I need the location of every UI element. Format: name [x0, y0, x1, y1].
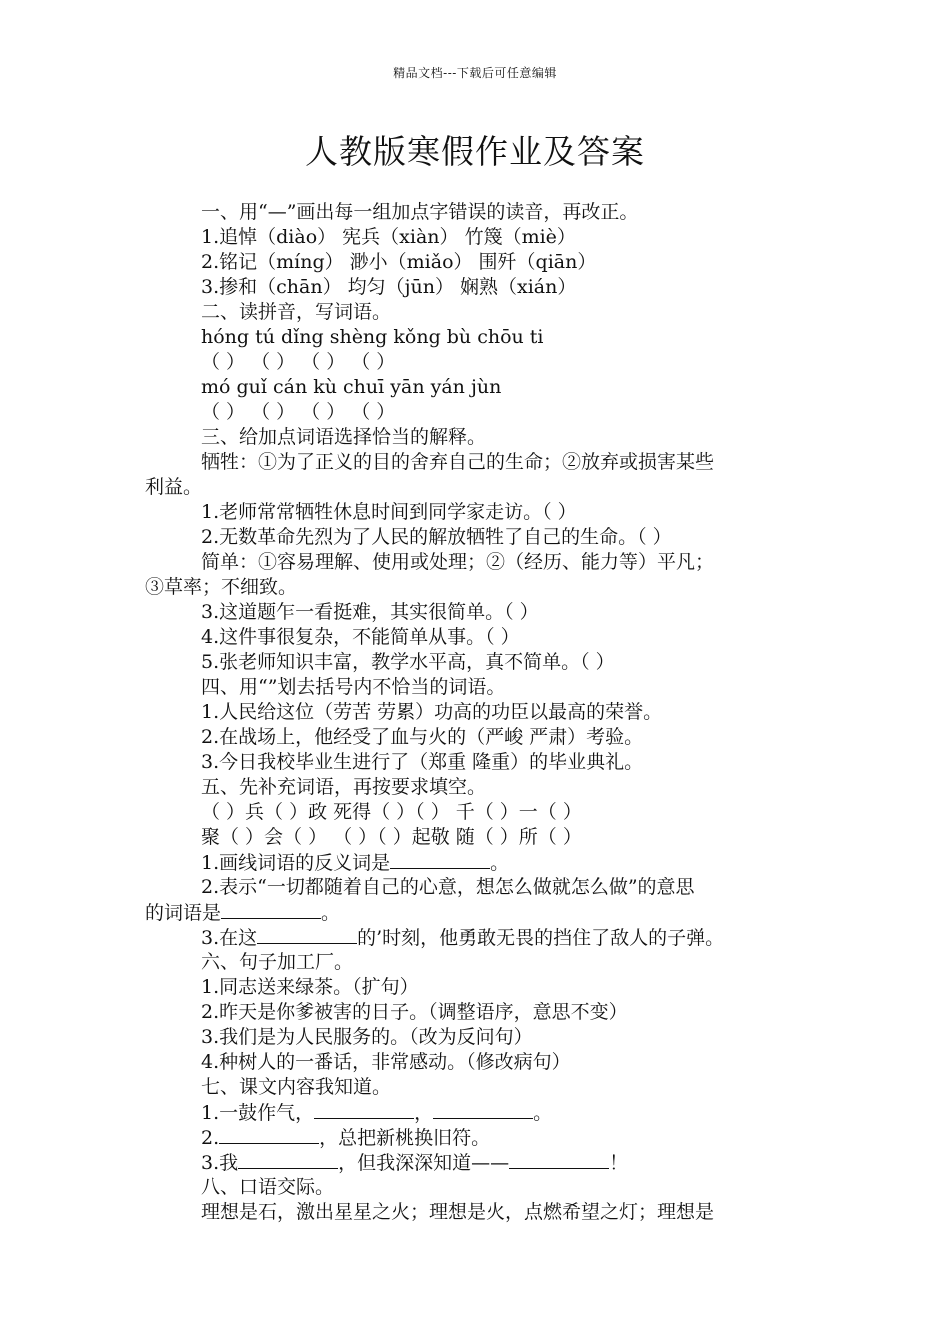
text-line: [145, 250, 810, 275]
line-text: ，: [414, 1102, 434, 1124]
line-text: 的词语是: [145, 902, 222, 924]
text-line: [145, 350, 810, 375]
text-line: [145, 725, 810, 750]
line-text: 一、用“—”画出每一组加点字错误的读音，再改正。: [201, 201, 639, 223]
answer-blank[interactable]: [433, 1100, 533, 1119]
line-text: 。: [490, 852, 510, 874]
line-text: ③草率；不细致。: [145, 576, 298, 598]
text-line: [145, 575, 810, 600]
line-text: 六、句子加工厂。: [201, 951, 354, 973]
line-text: 2.铭记（míng） 渺小（miǎo） 围歼（qiān）: [201, 251, 597, 273]
text-line: [145, 200, 810, 225]
line-text: 聚（ ）会（ ） （ ）（ ）起敬 随（ ）所（ ）: [201, 826, 582, 848]
text-line: [145, 1025, 810, 1050]
line-text: 3.我: [201, 1152, 239, 1174]
line-text: 3.掺和（chān） 均匀（jūn） 娴熟（xián）: [201, 276, 577, 298]
line-text: 牺牲：①为了正义的目的舍弃自己的生命；②放弃或损害某些: [201, 451, 715, 473]
line-text: 五、先补充词语，再按要求填空。: [201, 776, 487, 798]
line-text: 1.画线词语的反义词是: [201, 852, 391, 874]
line-text: （ ） （ ） （ ） （ ）: [201, 401, 396, 423]
line-text: 3.我们是为人民服务的。（改为反问句）: [201, 1026, 533, 1048]
line-text: （ ）兵（ ）政 死得（ ）（ ） 千（ ）一（ ）: [201, 801, 582, 823]
text-line: [145, 775, 810, 800]
answer-blank[interactable]: [390, 850, 490, 869]
text-line: [145, 500, 810, 525]
page-title: 人教版寒假作业及答案: [305, 132, 645, 171]
line-text: 3.在这: [201, 927, 258, 949]
line-text: 理想是石，激出星星之火；理想是火，点燃希望之灯；理想是: [201, 1201, 715, 1223]
text-line: [145, 750, 810, 775]
text-line: [145, 625, 810, 650]
text-line: [145, 975, 810, 1000]
text-line: [145, 950, 810, 975]
text-line: [145, 850, 810, 875]
line-text: 的’时刻，他勇敢无畏的挡住了敌人的子弹。: [357, 927, 725, 949]
line-text: 简单：①容易理解、使用或处理；②（经历、能力等）平凡；: [201, 551, 715, 573]
answer-blank[interactable]: [509, 1150, 609, 1169]
line-text: 三、给加点词语选择恰当的解释。: [201, 426, 487, 448]
text-line: [145, 300, 810, 325]
line-text: mó guǐ cán kù chuī yān yán jùn: [201, 376, 502, 398]
text-line: [145, 400, 810, 425]
line-text: 。: [533, 1102, 553, 1124]
text-line: [145, 225, 810, 250]
line-text: 4.这件事很复杂，不能简单从事。（ ）: [201, 626, 520, 648]
text-line: [145, 650, 810, 675]
line-text: 七、课文内容我知道。: [201, 1076, 392, 1098]
line-text: 3.今日我校毕业生进行了（郑重 隆重）的毕业典礼。: [201, 751, 644, 773]
text-line: [145, 475, 810, 500]
text-line: [145, 800, 810, 825]
line-text: ，但我深深知道——: [338, 1152, 510, 1174]
text-line: [145, 1075, 810, 1100]
line-text: 四、用“”划去括号内不恰当的词语。: [201, 676, 506, 698]
text-line: [145, 825, 810, 850]
line-text: 利益。: [145, 476, 203, 498]
text-line: [145, 675, 810, 700]
text-line: [145, 550, 810, 575]
line-text: 2.: [201, 1127, 220, 1149]
text-line: [145, 1100, 810, 1125]
text-line: [145, 600, 810, 625]
text-line: [145, 275, 810, 300]
answer-blank[interactable]: [257, 925, 357, 944]
text-line: [145, 1000, 810, 1025]
text-line: [145, 525, 810, 550]
line-text: hóng tú dǐng shèng kǒng bù chōu ti: [201, 326, 544, 348]
line-text: 5.张老师知识丰富，教学水平高，真不简单。（ ）: [201, 651, 615, 673]
text-line: [145, 700, 810, 725]
text-line: [145, 1175, 810, 1200]
text-line: [145, 925, 810, 950]
line-text: 2.在战场上，他经受了血与火的（严峻 严肃）考验。: [201, 726, 644, 748]
line-text: （ ） （ ） （ ） （ ）: [201, 351, 396, 373]
answer-blank[interactable]: [219, 1125, 319, 1144]
line-text: 1.同志送来绿茶。（扩句）: [201, 976, 419, 998]
text-line: [145, 875, 810, 900]
text-line: [145, 450, 810, 475]
line-text: ，总把新桃换旧符。: [319, 1127, 491, 1149]
line-text: 八、口语交际。: [201, 1176, 335, 1198]
line-text: 1.老师常常牺牲休息时间到同学家走访。（ ）: [201, 501, 577, 523]
text-line: [145, 1125, 810, 1150]
line-text: 二、读拼音，写词语。: [201, 301, 392, 323]
line-text: 。: [321, 902, 341, 924]
text-line: [145, 1050, 810, 1075]
text-line: [145, 375, 810, 400]
answer-blank[interactable]: [221, 900, 321, 919]
line-text: 1.追悼（diào） 宪兵（xiàn） 竹篾（miè）: [201, 226, 576, 248]
text-line: [145, 1150, 810, 1175]
line-text: 2.昨天是你爹被害的日子。（调整语序，意思不变）: [201, 1001, 628, 1023]
line-text: 4.种树人的一番话，非常感动。（修改病句）: [201, 1051, 571, 1073]
line-text: ！: [609, 1152, 629, 1174]
text-line: [145, 1200, 810, 1225]
page-header: 精品文档---下载后可任意编辑: [393, 66, 557, 80]
text-line: [145, 425, 810, 450]
answer-blank[interactable]: [238, 1150, 338, 1169]
text-line: [145, 900, 810, 925]
document-body: [145, 200, 810, 1225]
line-text: 1.人民给这位（劳苦 劳累）功高的功臣以最高的荣誉。: [201, 701, 663, 723]
line-text: 2.无数革命先烈为了人民的解放牺牲了自己的生命。（ ）: [201, 526, 672, 548]
line-text: 2.表示“一切都随着自己的心意，想怎么做就怎么做”的意思: [201, 876, 695, 898]
line-text: 1.一鼓作气，: [201, 1102, 315, 1124]
line-text: 3.这道题乍一看挺难，其实很简单。（ ）: [201, 601, 539, 623]
text-line: [145, 325, 810, 350]
answer-blank[interactable]: [314, 1100, 414, 1119]
